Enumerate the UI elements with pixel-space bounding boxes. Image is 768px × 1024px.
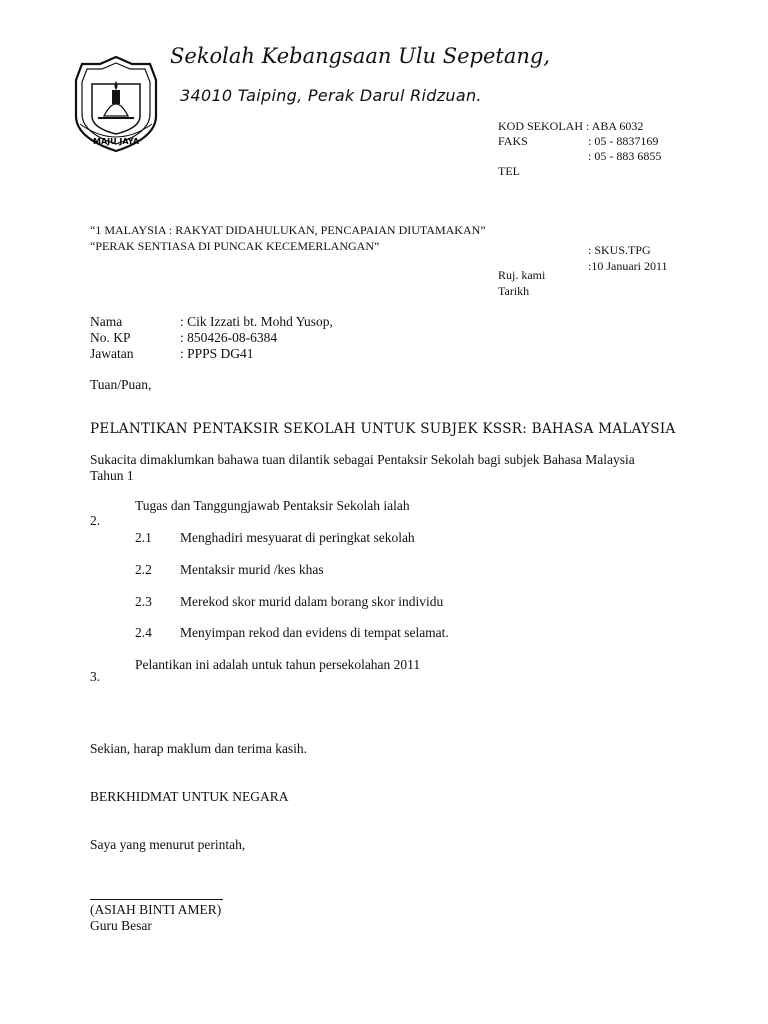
section-2-heading: Tugas dan Tanggungjawab Pentaksir Sekolah ialah: [135, 498, 410, 513]
section-3-number: 3.: [90, 669, 101, 684]
position-label: Jawatan: [90, 346, 134, 361]
reference-value: : SKUS.TPG: [588, 243, 651, 257]
date-value: :10 Januari 2011: [588, 259, 668, 273]
fax-label: FAKS: [498, 134, 528, 148]
school-address: 34010 Taiping, Perak Darul Ridzuan.: [180, 86, 482, 105]
contact-block: [498, 119, 661, 179]
paragraph-1-line-1: Sukacita dimaklumkan bahawa tuan dilantik sebagai Pentaksir Sekolah bagi subjek Bahasa Malaysia: [90, 452, 635, 467]
signature-line: [90, 899, 223, 900]
ic-label: No. KP: [90, 330, 131, 345]
section-2-number: 2.: [90, 513, 101, 528]
item-text: Menghadiri mesyuarat di peringkat sekolah: [180, 530, 415, 545]
closing-thanks: Sekian, harap maklum dan terima kasih.: [90, 741, 308, 756]
svg-text:MAJU JAYA: MAJU JAYA: [92, 137, 140, 146]
tel-value: : 05 - 883 6855: [588, 149, 662, 163]
name-label: Nama: [90, 314, 123, 329]
slogan-1: “1 MALAYSIA : RAKYAT DIDAHULUKAN, PENCAPAIAN DIUTAMAKAN”: [90, 223, 486, 237]
ic-value: : 850426-08-6384: [180, 330, 278, 345]
item-number: 2.3: [135, 594, 152, 609]
school-name: Sekolah Kebangsaan Ulu Sepetang,: [170, 44, 551, 68]
school-crest: [70, 54, 162, 154]
item-number: 2.4: [135, 625, 152, 640]
name-value: : Cik Izzati bt. Mohd Yusop,: [180, 314, 333, 329]
reference-label: Ruj. kami: [498, 268, 546, 282]
signatory-name: (ASIAH BINTI AMER): [90, 902, 222, 917]
salutation: Tuan/Puan,: [90, 377, 152, 392]
date-label: Tarikh: [498, 284, 530, 298]
closing-motto: BERKHIDMAT UNTUK NEGARA: [90, 789, 289, 804]
item-text: Merekod skor murid dalam borang skor individu: [180, 594, 444, 609]
item-text: Menyimpan rekod dan evidens di tempat selamat.: [180, 625, 449, 640]
slogan-2: “PERAK SENTIASA DI PUNCAK KECEMERLANGAN”: [90, 239, 380, 253]
position-value: : PPPS DG41: [180, 346, 254, 361]
letter-subject: PELANTIKAN PENTAKSIR SEKOLAH UNTUK SUBJEK KSSR: BAHASA MALAYSIA: [90, 421, 676, 437]
item-number: 2.2: [135, 562, 152, 577]
signatory-title: Guru Besar: [90, 918, 152, 933]
item-number: 2.1: [135, 530, 152, 545]
fax-value: : 05 - 8837169: [588, 134, 659, 148]
school-code: KOD SEKOLAH : ABA 6032: [498, 119, 644, 133]
item-text: Mentaksir murid /kes khas: [180, 562, 324, 577]
section-3-text: Pelantikan ini adalah untuk tahun persekolahan 2011: [135, 657, 421, 672]
closing-order: Saya yang menurut perintah,: [90, 837, 246, 852]
tel-label: TEL: [498, 164, 520, 178]
paragraph-1-line-2: Tahun 1: [90, 468, 134, 483]
